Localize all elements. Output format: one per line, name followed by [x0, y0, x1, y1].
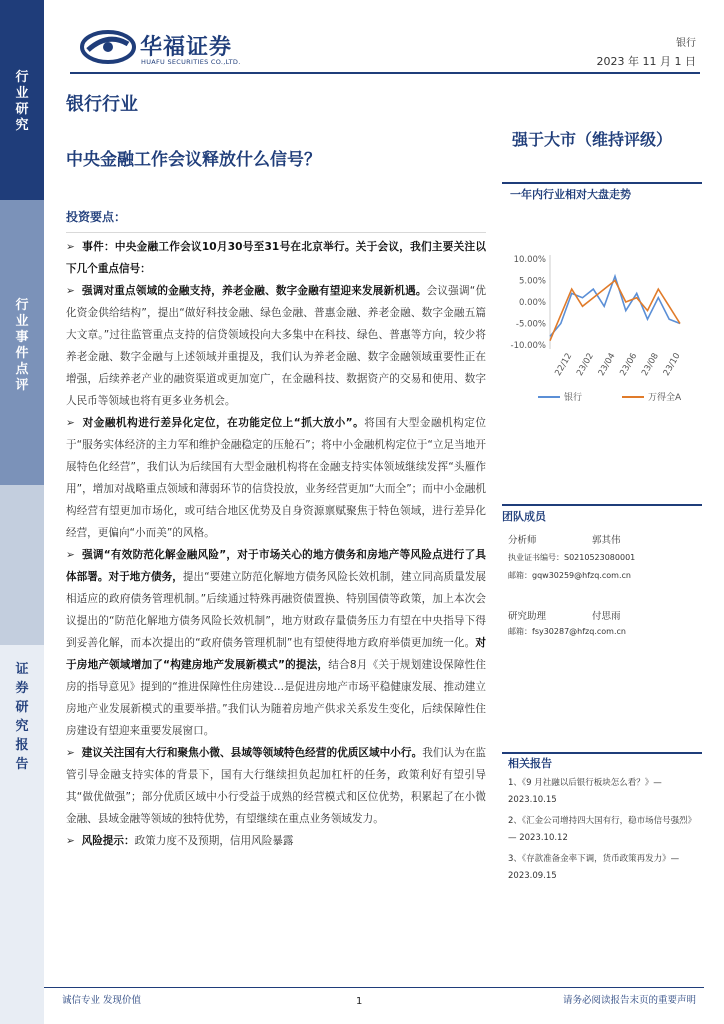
y-tick-label: 5.00%	[518, 276, 546, 287]
related-report-3[interactable]: 3、《存款准备金率下调，货币政策再发力》—	[508, 854, 680, 864]
analyst-name: 郭其伟	[592, 535, 621, 546]
analyst-email[interactable]: 邮箱：gqw30259@hfzq.com.cn	[508, 571, 631, 580]
report-title: 中央金融工作会议释放什么信号？	[66, 150, 321, 170]
page-number: 1	[356, 996, 363, 1007]
sidebar-label-research: 行 业 研 究	[15, 70, 29, 133]
company-logo	[80, 30, 136, 68]
key-points-body	[66, 236, 486, 852]
related-report-1[interactable]: 1、《9 月社融以后银行板块怎么看？》—	[508, 778, 662, 788]
legend-label: 银行	[564, 393, 583, 403]
industry-title: 银行行业	[66, 94, 138, 115]
arrow-icon: ➢	[66, 417, 83, 429]
bullet-risk-prevention: ➢ 强调“有效防范化解金融风险”，对于市场关心的地方债务和房地产等风险点进行了具体部署。对于地方债务，提出“要建立防范化解地方债务风险长效机制，建立同高质量发展相适应的政府债务管理机制。”后续通过特殊再融资债置换、特别国债等政策，加上本次会议提出的“防范化解地方债务风险长效机制”，地方财政存量债务压力有望在中央指导下得到妥善化解，而本次提出的“政府债务管理机制”也有望使得地方政府举债更加统一化。对于房地产领域增加了“构建房地产发展新模式”的提法，结合8月《关于规划建设保障性住房的指导意见》提到的“推进保障性住房建设…是促进房地产市场平稳健康发展、推动建立房地产业发展新模式的重要举措。”我们认为随着房地产供求关系发生变化，后续保障性住房建设有望迎来重要发展窗口。	[66, 549, 486, 737]
legend-label: 万得全A	[648, 393, 682, 403]
x-tick-label: 23/04	[596, 351, 618, 378]
x-tick-label: 23/02	[575, 351, 596, 378]
sidebar-label-report: 证 券 研 究 报 告	[15, 662, 29, 772]
analyst-role: 分析师	[508, 535, 537, 546]
header-rule	[70, 72, 700, 74]
analyst-cert: 执业证书编号：S0210523080001	[508, 553, 636, 562]
assistant-role: 研究助理	[508, 611, 547, 622]
arrow-icon: ➢	[66, 241, 83, 253]
related-report-3-date: 2023.09.15	[508, 871, 557, 881]
header-industry: 银行	[676, 38, 696, 49]
footer-disclaimer[interactable]: 请务必阅读报告末页的重要声明	[562, 995, 696, 1006]
sidebar-band-lower	[0, 485, 44, 645]
assistant-name: 付思雨	[592, 611, 621, 622]
related-report-2-date: — 2023.10.12	[508, 833, 568, 843]
arrow-icon: ➢	[66, 747, 82, 759]
related-report-2[interactable]: 2、《汇金公司增持四大国有行，稳市场信号强烈》	[508, 816, 697, 826]
related-rule	[502, 752, 702, 754]
related-title: 相关报告	[508, 757, 552, 770]
logo-mark-icon	[80, 30, 136, 64]
header-date: 2023 年 11 月 1 日	[596, 55, 696, 68]
chart-section-title: 一年内行业相对大盘走势	[510, 188, 631, 201]
series-line-wind-a	[550, 281, 680, 341]
key-points-heading: 投资要点：	[66, 210, 127, 224]
arrow-icon: ➢	[66, 285, 82, 297]
related-report-1-date: 2023.10.15	[508, 795, 557, 805]
bullet-finance-support: ➢ 强调对重点领域的金融支持，养老金融、数字金融有望迎来发展新机遇。会议强调“优化资金供给结构”，提出“做好科技金融、绿色金融、普惠金融、养老金融、数字金融五篇大文章。”过往监管重点支持的信贷领域投向大多集中在科技、绿色、普惠等方向，较少将养老金融、数字金融与上述领域并重提及，我们认为养老金融、数字金融领域重要性正在增强，后续养老产业的融资渠道或更加宽广，在金融科技、数据资产的交易和使用、数字人民币等领域也将有更多业务机会。	[66, 285, 486, 407]
key-points-rule	[66, 232, 486, 233]
y-tick-label: -5.00%	[515, 319, 546, 330]
relative-performance-chart	[502, 245, 702, 410]
chart-rule	[502, 182, 702, 184]
y-tick-label: 10.00%	[513, 255, 546, 265]
arrow-icon: ➢	[66, 835, 82, 847]
brand-english: HUAFU SECURITIES CO.,LTD.	[141, 58, 241, 66]
x-tick-label: 22/12	[553, 351, 575, 378]
rating: 强于大市（维持评级）	[512, 130, 673, 149]
bullet-recommendation: ➢ 建议关注国有大行和聚焦小微、县域等领域特色经营的优质区域中小行。我们认为在监管引导金融支持实体的背景下，国有大行继续担负起加杠杆的任务，政策利好有望引导其“做优做强”；部分优质区域中小行受益于成熟的经营模式和区位优势，积累起了在小微金融、县域金融等领域的独特优势，有望继续在重点业务领域发力。	[66, 747, 486, 825]
y-tick-label: -10.00%	[510, 341, 546, 351]
bullet-risk-warning: ➢ 风险提示：政策力度不及预期，信用风险暴露	[66, 835, 294, 847]
x-tick-label: 23/08	[640, 351, 661, 378]
y-tick-label: 0.00%	[518, 298, 546, 308]
x-tick-label: 23/10	[661, 351, 683, 378]
arrow-icon: ➢	[66, 549, 83, 561]
series-line-bank	[550, 276, 680, 336]
brand-name: 华福证券	[140, 35, 233, 60]
bullet-differentiation: ➢ 对金融机构进行差异化定位，在功能定位上“抓大放小”。将国有大型金融机构定位于“服务实体经济的主力军和维护金融稳定的压舱石”；将中小金融机构定位于“立足当地开展特色化经营”，我们认为后续国有大型金融机构将在金融支持实体领域继续发挥“头雁作用”，增加对战略重点领域和薄弱环节的信贷投放，业务经营更加“大而全”；而中小金融机构经营有望更加市场化，或可结合地区优势及自身资源禀赋聚焦于特色领域，进行差异化经营，更偏向“小而美”的风格。	[66, 417, 486, 539]
footer-rule	[44, 987, 704, 988]
x-tick-label: 23/06	[618, 351, 640, 378]
team-title: 团队成员	[502, 510, 546, 523]
sidebar-label-event: 行 业 事 件 点 评	[15, 298, 29, 393]
assistant-email[interactable]: 邮箱：fsy30287@hfzq.com.cn	[508, 627, 626, 636]
footer-slogan: 诚信专业 发现价值	[62, 995, 142, 1006]
bullet-event: ➢ 事件：中央金融工作会议10月30号至31号在北京举行。关于会议，我们主要关注以下几个重点信号：	[66, 241, 486, 275]
team-rule	[502, 504, 702, 506]
